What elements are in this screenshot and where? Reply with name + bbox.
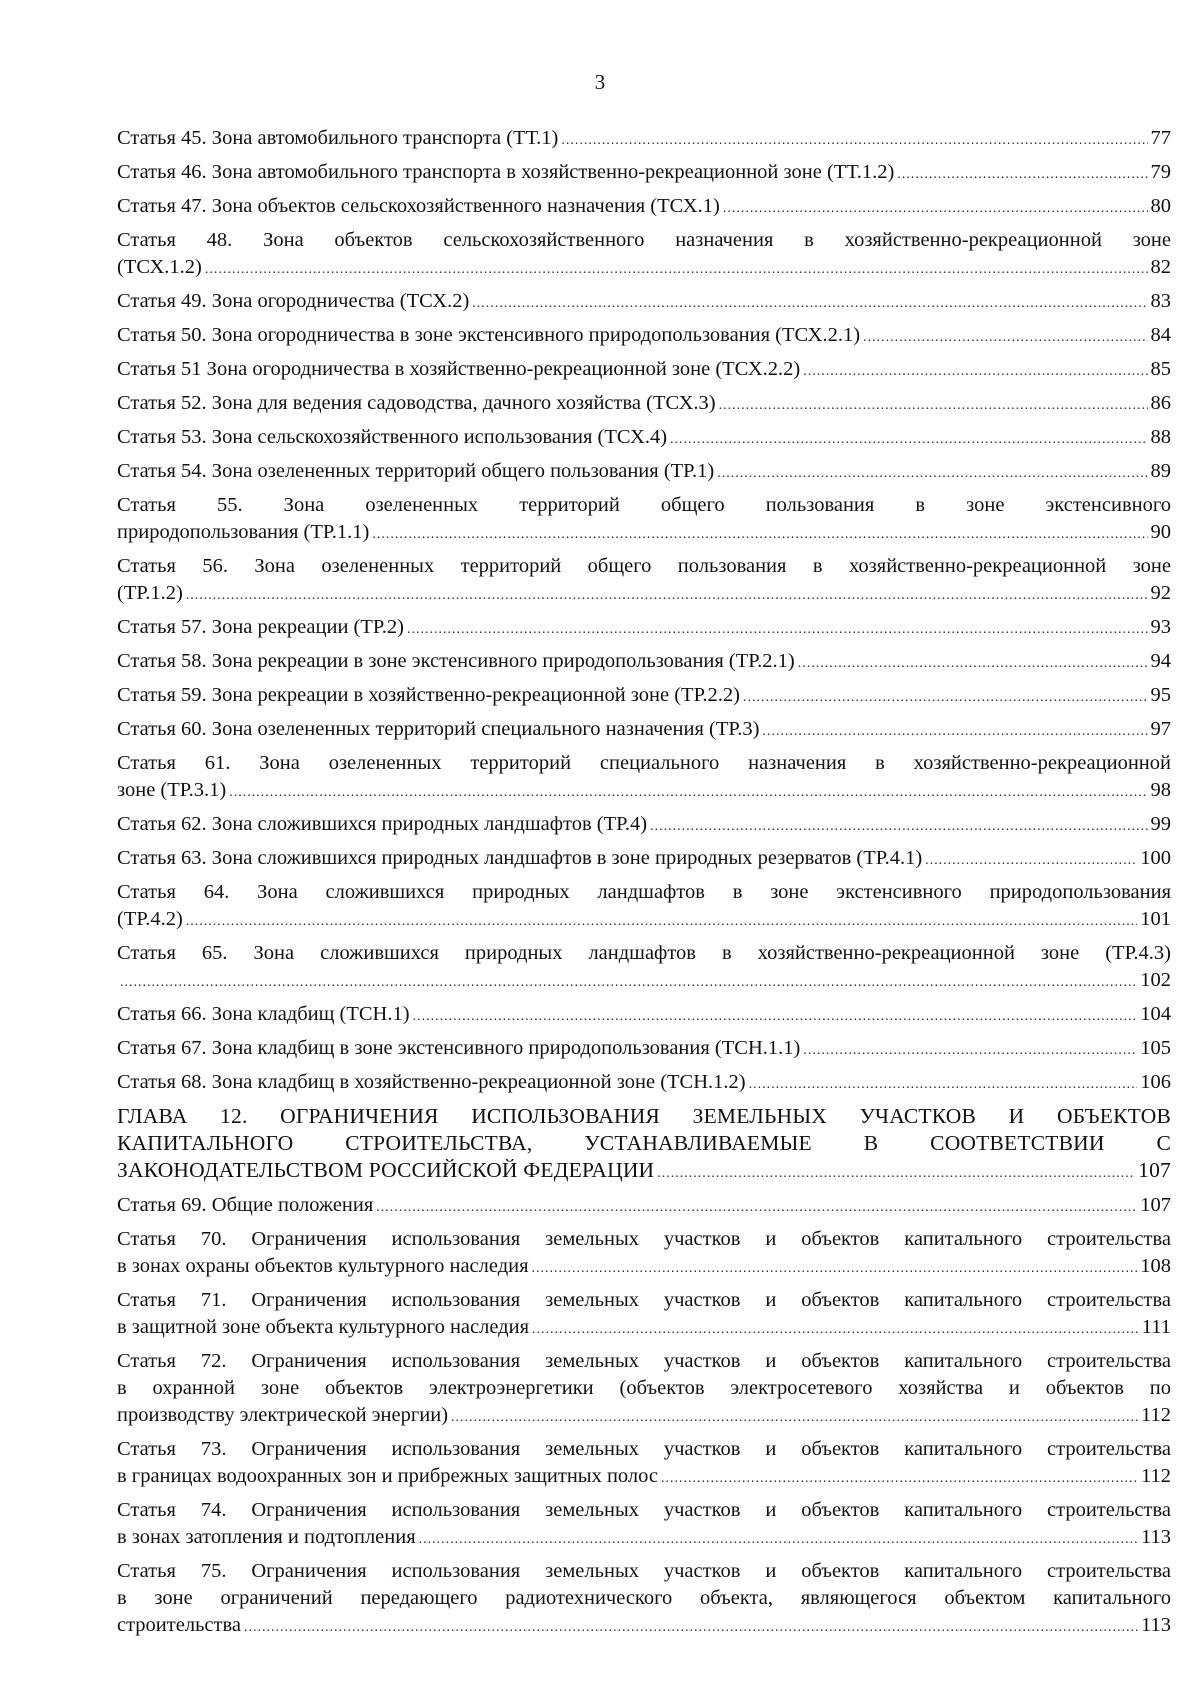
toc-entry-title: (ТР.1.2) bbox=[117, 582, 183, 604]
toc-entry-title: строительства bbox=[117, 1614, 241, 1636]
toc-entry-text-line: Статья 75. Ограничения использования земельных участков и объектов капитального строительства bbox=[117, 1560, 1171, 1582]
toc-page-number: 84 bbox=[1150, 324, 1171, 346]
dot-leader bbox=[205, 256, 1148, 283]
dot-leader bbox=[561, 127, 1147, 154]
dot-leader bbox=[472, 290, 1147, 317]
toc-entry[interactable] bbox=[117, 1497, 1171, 1553]
toc-entry-leader-row bbox=[117, 125, 1171, 154]
toc-entry-text-line: Статья 48. Зона объектов сельскохозяйственного назначения в хозяйственно-рекреационной зоне bbox=[117, 229, 1171, 251]
toc-entry-text-line: ГЛАВА 12. ОГРАНИЧЕНИЯ ИСПОЛЬЗОВАНИЯ ЗЕМЕЛЬНЫХ УЧАСТКОВ И ОБЪЕКТОВ bbox=[117, 1104, 1171, 1128]
toc-entry[interactable] bbox=[117, 492, 1171, 548]
toc-page-number: 86 bbox=[1150, 392, 1171, 414]
dot-leader bbox=[803, 358, 1147, 385]
toc-page-number: 83 bbox=[1150, 290, 1171, 312]
toc-entry-title: Статья 46. Зона автомобильного транспорта в хозяйственно-рекреационной зоне (ТТ.1.2) bbox=[117, 161, 895, 183]
toc-page-number: 97 bbox=[1150, 718, 1171, 740]
toc-entry-leader-row bbox=[117, 967, 1171, 996]
toc-entry-text-line: Статья 72. Ограничения использования земельных участков и объектов капитального строительства bbox=[117, 1350, 1171, 1372]
dot-leader bbox=[803, 1037, 1137, 1064]
toc-chapter-entry[interactable] bbox=[117, 1103, 1171, 1187]
toc-entry-title: производству электрической энергии) bbox=[117, 1404, 449, 1426]
toc-page-number: 104 bbox=[1140, 1003, 1171, 1025]
toc-entry-title: Статья 57. Зона рекреации (ТР.2) bbox=[117, 616, 404, 638]
toc-entry-leader-row bbox=[117, 1463, 1171, 1492]
toc-entry-leader-row bbox=[117, 1035, 1171, 1064]
toc-entry-title: Статья 66. Зона кладбищ (ТСН.1) bbox=[117, 1003, 410, 1025]
toc-entry-title: Статья 69. Общие положения bbox=[117, 1194, 374, 1216]
dot-leader bbox=[532, 1316, 1139, 1343]
toc-entry-leader-row bbox=[117, 159, 1171, 188]
toc-entry[interactable] bbox=[117, 159, 1171, 188]
toc-entry-title: Статья 60. Зона озелененных территорий специального назначения (ТР.3) bbox=[117, 718, 760, 740]
toc-page-number: 102 bbox=[1140, 969, 1171, 991]
toc-entry-leader-row bbox=[117, 356, 1171, 385]
toc-entry-title: в зонах затопления и подтопления bbox=[117, 1526, 416, 1548]
toc-entry[interactable] bbox=[117, 716, 1171, 745]
toc-entry-title: Статья 67. Зона кладбищ в зоне экстенсивного природопользования (ТСН.1.1) bbox=[117, 1037, 801, 1059]
toc-entry-title: (ТСХ.1.2) bbox=[117, 256, 202, 278]
toc-entry-text-line: Статья 55. Зона озелененных территорий общего пользования в зоне экстенсивного bbox=[117, 494, 1171, 516]
toc-entry-leader-row bbox=[117, 1069, 1171, 1098]
toc-entry[interactable] bbox=[117, 322, 1171, 351]
toc-entry-leader-row bbox=[117, 458, 1171, 487]
toc-entry-title: Статья 49. Зона огородничества (ТСХ.2) bbox=[117, 290, 470, 312]
toc-entry-leader-row bbox=[117, 193, 1171, 222]
toc-entry[interactable] bbox=[117, 750, 1171, 806]
toc-entry[interactable] bbox=[117, 1035, 1171, 1064]
toc-page-number: 88 bbox=[1150, 426, 1171, 448]
dot-leader bbox=[229, 779, 1147, 806]
toc-entry[interactable] bbox=[117, 458, 1171, 487]
toc-entry-title: Статья 47. Зона объектов сельскохозяйственного назначения (ТСХ.1) bbox=[117, 195, 720, 217]
dot-leader bbox=[723, 195, 1148, 222]
toc-entry-leader-row bbox=[117, 614, 1171, 643]
dot-leader bbox=[719, 392, 1148, 419]
toc-entry[interactable] bbox=[117, 1069, 1171, 1098]
toc-entry-leader-row bbox=[117, 1402, 1171, 1431]
toc-entry[interactable] bbox=[117, 1287, 1171, 1343]
toc-entry-title: Статья 52. Зона для ведения садоводства, дачного хозяйства (ТСХ.3) bbox=[117, 392, 716, 414]
toc-page-number: 80 bbox=[1150, 195, 1171, 217]
toc-entry-leader-row bbox=[117, 1192, 1171, 1221]
toc-entry-text-line: Статья 56. Зона озелененных территорий общего пользования в хозяйственно-рекреационной зоне bbox=[117, 555, 1171, 577]
toc-entry-title: Статья 63. Зона сложившихся природных ландшафтов в зоне природных резерватов (ТР.4.1) bbox=[117, 847, 923, 869]
toc-entry-leader-row bbox=[117, 288, 1171, 317]
toc-entry-text-line: в охранной зоне объектов электроэнергетики (объектов электросетевого хозяйства и объектов по bbox=[117, 1377, 1171, 1399]
toc-entry-leader-row bbox=[117, 845, 1171, 874]
toc-entry[interactable] bbox=[117, 879, 1171, 935]
toc-page-number: 100 bbox=[1140, 847, 1171, 869]
toc-page-number: 94 bbox=[1150, 650, 1171, 672]
toc-entry-title: Статья 50. Зона огородничества в зоне экстенсивного природопользования (ТСХ.2.1) bbox=[117, 324, 861, 346]
toc-entry-text-line: Статья 61. Зона озелененных территорий специального назначения в хозяйственно-рекреационной bbox=[117, 752, 1171, 774]
dot-leader bbox=[925, 847, 1137, 874]
toc-entry-title: Статья 45. Зона автомобильного транспорта (ТТ.1) bbox=[117, 127, 559, 149]
toc-entry-leader-row bbox=[117, 1157, 1171, 1187]
dot-leader bbox=[186, 582, 1148, 609]
toc-page-number: 98 bbox=[1150, 779, 1171, 801]
dot-leader bbox=[717, 460, 1147, 487]
toc-entry-leader-row bbox=[117, 811, 1171, 840]
dot-leader bbox=[120, 969, 1137, 996]
toc-page-number: 93 bbox=[1150, 616, 1171, 638]
dot-leader bbox=[244, 1614, 1138, 1641]
toc-entry-title: Статья 68. Зона кладбищ в хозяйственно-рекреационной зоне (ТСН.1.2) bbox=[117, 1071, 746, 1093]
toc-entry-title: природопользования (ТР.1.1) bbox=[117, 521, 370, 543]
toc-page-number: 82 bbox=[1150, 256, 1171, 278]
dot-leader bbox=[407, 616, 1148, 643]
toc-page-number: 107 bbox=[1140, 1194, 1171, 1216]
toc-entry[interactable] bbox=[117, 227, 1171, 283]
toc-entry-leader-row bbox=[117, 1253, 1171, 1282]
toc-page-number: 112 bbox=[1141, 1465, 1171, 1487]
dot-leader bbox=[186, 908, 1137, 935]
dot-leader bbox=[532, 1255, 1138, 1282]
toc-entry-leader-row bbox=[117, 424, 1171, 453]
toc-entry-text-line: КАПИТАЛЬНОГО СТРОИТЕЛЬСТВА, УСТАНАВЛИВАЕМЫЕ В СООТВЕТСТВИИ С bbox=[117, 1131, 1171, 1155]
dot-leader bbox=[657, 1160, 1135, 1187]
toc-entry[interactable] bbox=[117, 193, 1171, 222]
dot-leader bbox=[661, 1465, 1138, 1492]
toc-entry[interactable] bbox=[117, 682, 1171, 711]
toc-page-number: 92 bbox=[1150, 582, 1171, 604]
toc-entry[interactable] bbox=[117, 1001, 1171, 1030]
dot-leader bbox=[798, 650, 1148, 677]
toc-entry[interactable] bbox=[117, 811, 1171, 840]
toc-entry[interactable] bbox=[117, 940, 1171, 996]
toc-entry[interactable] bbox=[117, 424, 1171, 453]
toc-page-number: 90 bbox=[1150, 521, 1171, 543]
dot-leader bbox=[451, 1404, 1138, 1431]
dot-leader bbox=[413, 1003, 1138, 1030]
toc-entry-title: Статья 62. Зона сложившихся природных ландшафтов (ТР.4) bbox=[117, 813, 648, 835]
toc-page-number: 113 bbox=[1141, 1526, 1171, 1548]
toc-page-number: 105 bbox=[1140, 1037, 1171, 1059]
dot-leader bbox=[372, 521, 1147, 548]
toc-entry-leader-row bbox=[117, 322, 1171, 351]
toc-page-number: 107 bbox=[1138, 1158, 1171, 1182]
toc-entry[interactable] bbox=[117, 1436, 1171, 1492]
toc-entry-title: Статья 54. Зона озелененных территорий общего пользования (ТР.1) bbox=[117, 460, 715, 482]
dot-leader bbox=[743, 684, 1148, 711]
toc-entry[interactable] bbox=[117, 614, 1171, 643]
toc-entry-title: в защитной зоне объекта культурного наследия bbox=[117, 1316, 530, 1338]
toc-page-number: 77 bbox=[1150, 127, 1171, 149]
toc-entry-text-line: Статья 73. Ограничения использования земельных участков и объектов капитального строительства bbox=[117, 1438, 1171, 1460]
toc-entry-leader-row bbox=[117, 777, 1171, 806]
toc-entry-title: зоне (ТР.3.1) bbox=[117, 779, 227, 801]
toc-entry-leader-row bbox=[117, 682, 1171, 711]
toc-entry-leader-row bbox=[117, 580, 1171, 609]
toc-entry-leader-row bbox=[117, 1314, 1171, 1343]
toc-page-number: 113 bbox=[1141, 1614, 1171, 1636]
toc-page-number: 89 bbox=[1150, 460, 1171, 482]
toc-entry-title: в зонах охраны объектов культурного наследия bbox=[117, 1255, 529, 1277]
toc-entry-leader-row bbox=[117, 390, 1171, 419]
toc-entry-text-line: Статья 65. Зона сложившихся природных ландшафтов в хозяйственно-рекреационной зоне (ТР.4.3) bbox=[117, 942, 1171, 964]
toc-entry-leader-row bbox=[117, 1001, 1171, 1030]
toc-entry-text-line: в зоне ограничений передающего радиотехнического объекта, являющегося объектом капитального bbox=[117, 1587, 1171, 1609]
toc-entry-leader-row bbox=[117, 1524, 1171, 1553]
toc-entry-leader-row bbox=[117, 906, 1171, 935]
table-of-contents bbox=[117, 125, 1171, 1646]
dot-leader bbox=[749, 1071, 1138, 1098]
toc-page-number: 108 bbox=[1140, 1255, 1171, 1277]
toc-entry[interactable] bbox=[117, 1192, 1171, 1221]
dot-leader bbox=[650, 813, 1147, 840]
toc-page-number: 99 bbox=[1150, 813, 1171, 835]
toc-page-number: 85 bbox=[1150, 358, 1171, 380]
page-number: 3 bbox=[594, 70, 606, 94]
toc-entry-text-line: Статья 71. Ограничения использования земельных участков и объектов капитального строительства bbox=[117, 1289, 1171, 1311]
toc-entry-leader-row bbox=[117, 716, 1171, 745]
toc-entry[interactable] bbox=[117, 648, 1171, 677]
dot-leader bbox=[376, 1194, 1137, 1221]
toc-page-number: 112 bbox=[1141, 1404, 1171, 1426]
toc-entry-title: Статья 51 Зона огородничества в хозяйственно-рекреационной зоне (ТСХ.2.2) bbox=[117, 358, 801, 380]
toc-entry[interactable] bbox=[117, 553, 1171, 609]
toc-entry-title: в границах водоохранных зон и прибрежных защитных полос bbox=[117, 1465, 658, 1487]
toc-entry-text-line: Статья 70. Ограничения использования земельных участков и объектов капитального строительства bbox=[117, 1228, 1171, 1250]
toc-entry-text-line: Статья 74. Ограничения использования земельных участков и объектов капитального строительства bbox=[117, 1499, 1171, 1521]
toc-page-number: 79 bbox=[1150, 161, 1171, 183]
toc-entry[interactable] bbox=[117, 1226, 1171, 1282]
toc-entry-title: (ТР.4.2) bbox=[117, 908, 183, 930]
toc-entry-text-line: Статья 64. Зона сложившихся природных ландшафтов в зоне экстенсивного природопользования bbox=[117, 881, 1171, 903]
dot-leader bbox=[670, 426, 1147, 453]
toc-entry[interactable] bbox=[117, 845, 1171, 874]
toc-page-number: 106 bbox=[1140, 1071, 1171, 1093]
toc-entry-title: Статья 58. Зона рекреации в зоне экстенсивного природопользования (ТР.2.1) bbox=[117, 650, 795, 672]
toc-page-number: 101 bbox=[1140, 908, 1171, 930]
toc-entry[interactable] bbox=[117, 1558, 1171, 1641]
toc-entry[interactable] bbox=[117, 125, 1171, 154]
toc-page-number: 95 bbox=[1150, 684, 1171, 706]
toc-entry-leader-row bbox=[117, 254, 1171, 283]
dot-leader bbox=[419, 1526, 1138, 1553]
toc-entry-title: ЗАКОНОДАТЕЛЬСТВОМ РОССИЙСКОЙ ФЕДЕРАЦИИ bbox=[117, 1158, 655, 1182]
toc-entry-title: Статья 59. Зона рекреации в хозяйственно-рекреационной зоне (ТР.2.2) bbox=[117, 684, 740, 706]
toc-entry-title: Статья 53. Зона сельскохозяйственного использования (ТСХ.4) bbox=[117, 426, 668, 448]
toc-entry[interactable] bbox=[117, 288, 1171, 317]
dot-leader bbox=[863, 324, 1147, 351]
toc-entry-leader-row bbox=[117, 519, 1171, 548]
toc-page-number: 111 bbox=[1141, 1316, 1171, 1338]
dot-leader bbox=[762, 718, 1147, 745]
dot-leader bbox=[897, 161, 1147, 188]
toc-entry[interactable] bbox=[117, 1348, 1171, 1431]
toc-entry[interactable] bbox=[117, 356, 1171, 385]
toc-entry-leader-row bbox=[117, 1612, 1171, 1641]
toc-entry[interactable] bbox=[117, 390, 1171, 419]
toc-entry-leader-row bbox=[117, 648, 1171, 677]
